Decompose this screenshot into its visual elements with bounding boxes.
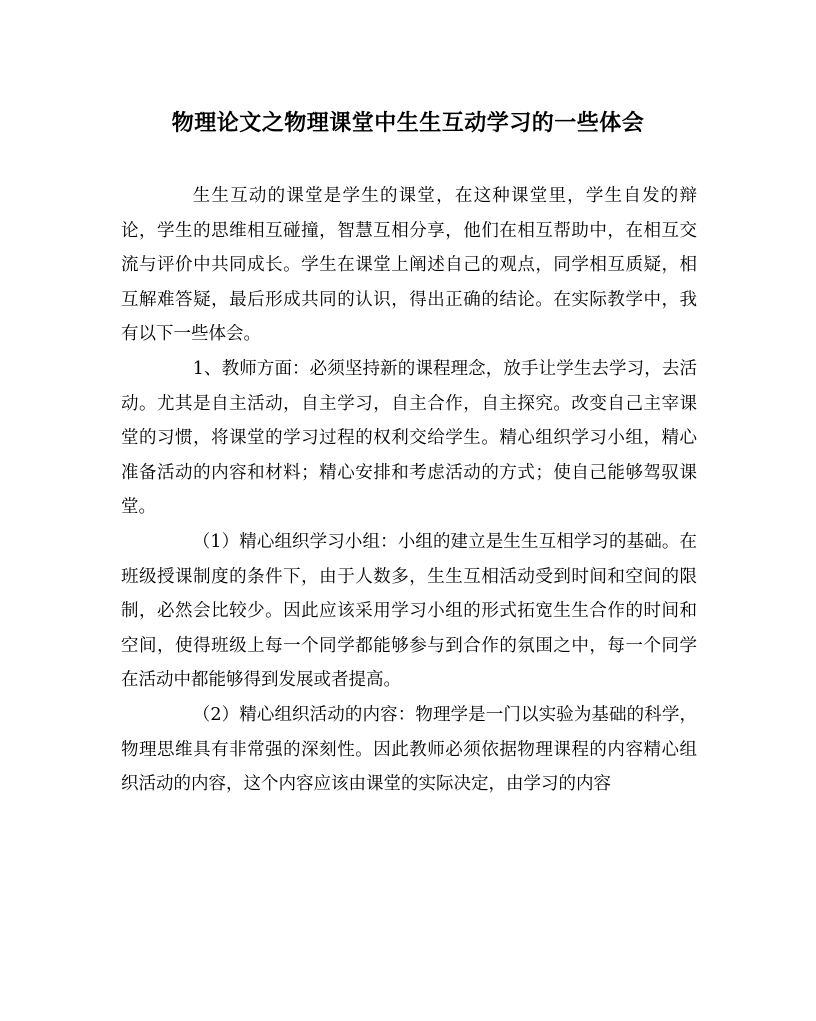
paragraph-study-groups: （1）精心组织学习小组：小组的建立是生生互相学习的基础。在班级授课制度的条件下，由于人数多，生生互相活动受到时间和空间的限制，必然会比较少。因此应该采用学习小组的形式拓宽生生合作的时间和空间，使得班级上每一个同学都能够参与到合作的氛围之中，每一个同学在活动中都能够得到发展或者提高。 [121, 531, 697, 691]
paragraph-teacher-aspect: 1、教师方面：必须坚持新的课程理念，放手让学生去学习，去活动。尤其是自主活动，自主学习，自主合作，自主探究。改变自己主宰课堂的习惯，将课堂的学习过程的权利交给学生。精心组织学习小组，精心准备活动的内容和材料；精心安排和考虑活动的方式；使自己能够驾驭课堂。 [121, 358, 697, 518]
paragraph-activity-content: （2）精心组织活动的内容：物理学是一门以实验为基础的科学，物理思维具有非常强的深刻性。因此教师必须依据物理课程的内容精心组织活动的内容，这个内容应该由课堂的实际决定，由学习的内容 [121, 704, 697, 795]
paragraph-intro: 生生互动的课堂是学生的课堂，在这种课堂里，学生自发的辩论，学生的思维相互碰撞，智慧互相分享，他们在相互帮助中，在相互交流与评价中共同成长。学生在课堂上阐述自己的观点，同学相互质疑，相互解难答疑，最后形成共同的认识，得出正确的结论。在实际教学中，我有以下一些体会。 [121, 186, 697, 345]
document-title: 物理论文之物理课堂中生生互动学习的一些体会 [171, 110, 645, 136]
document-body [121, 179, 697, 802]
